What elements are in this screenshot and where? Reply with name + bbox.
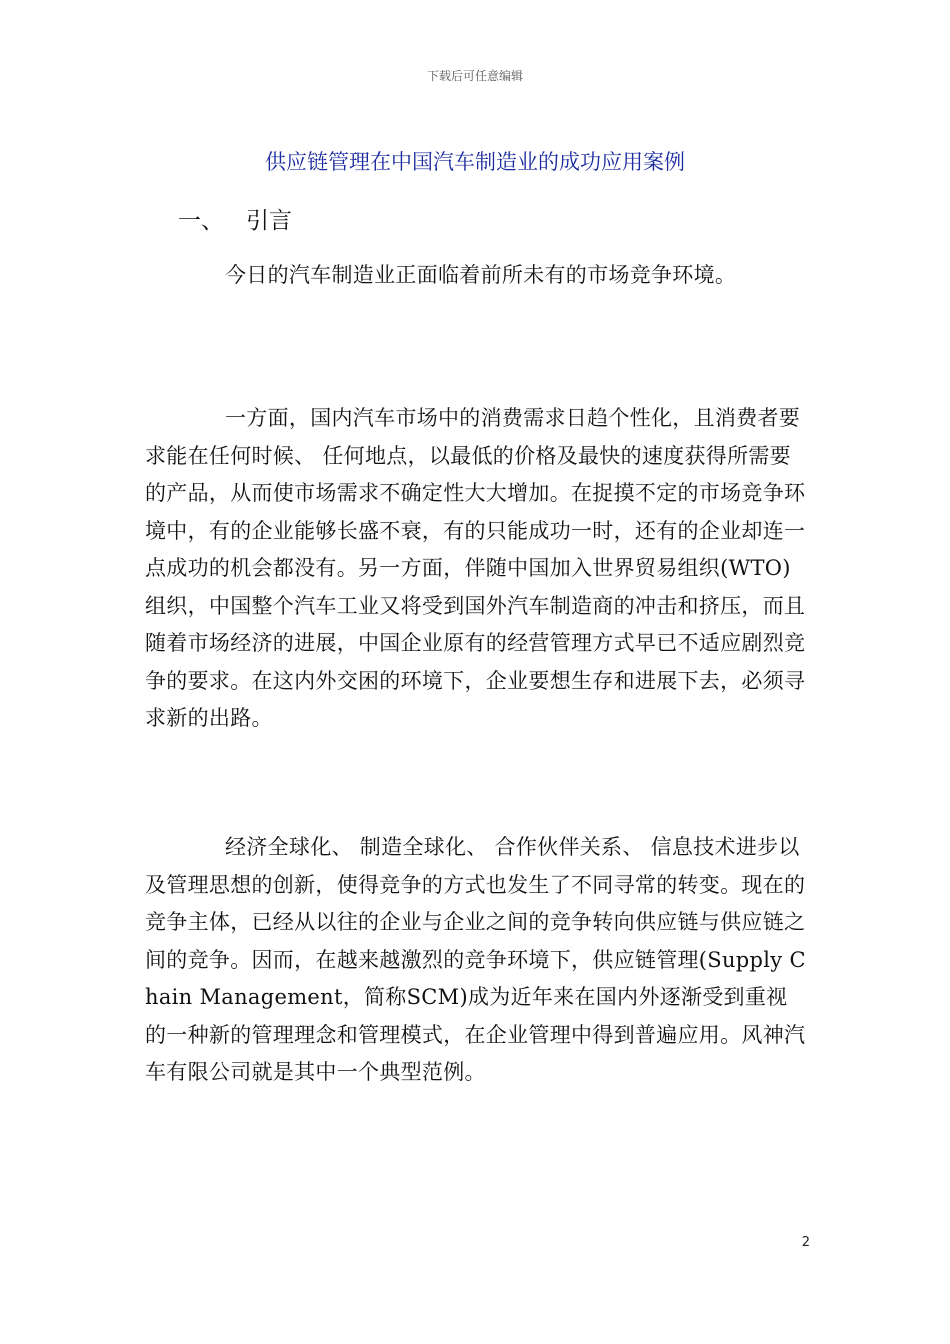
paragraph-market: 一方面，国内汽车市场中的消费需求日趋个性化，且消费者要求能在任何时候、 任何地点，以最低的价格及最快的速度获得所需要的产品，从而使市场需求不确定性大大增加。在捉摸不定的市场竞争环境中，有的企业能够长盛不衰，有的只能成功一时，还有的企业却连一点成功的机会都没有。另一方面，伴随中国加入世界贸易组织(WTO)组织，中国整个汽车工业又将受到国外汽车制造商的冲击和挤压，而且随着市场经济的进展，中国企业原有的经营管理方式早已不适应剧烈竞争的要求。在这内外交困的环境下，企业要想生存和进展下去，必须寻求新的出路。: [145, 406, 806, 730]
page-number: 2: [801, 1235, 810, 1250]
paragraph-intro: 今日的汽车制造业正面临着前所未有的市场竞争环境。: [225, 263, 737, 287]
header-note: 下载后可任意编辑: [426, 69, 523, 83]
section-heading: [178, 202, 292, 235]
document-title: 供应链管理在中国汽车制造业的成功应用案例: [265, 150, 685, 174]
section-number: 一、: [178, 208, 224, 234]
paragraph-scm: 经济全球化、 制造全球化、 合作伙伴关系、 信息技术进步以及管理思想的创新，使得竞争的方式也发生了不同寻常的转变。现在的竞争主体，已经从以往的企业与企业之间的竞争转向供应链与供应链之间的竞争。因而，在越来越激烈的竞争环境下，供应链管理(Supply Chain Management，简称SCM)成为近年来在国内外逐渐受到重视的一种新的管理理念和管理模式，在企业管理中得到普遍应用。风神汽车有限公司就是其中一个典型范例。: [145, 835, 806, 1084]
section-heading-text: 引言: [246, 208, 292, 234]
